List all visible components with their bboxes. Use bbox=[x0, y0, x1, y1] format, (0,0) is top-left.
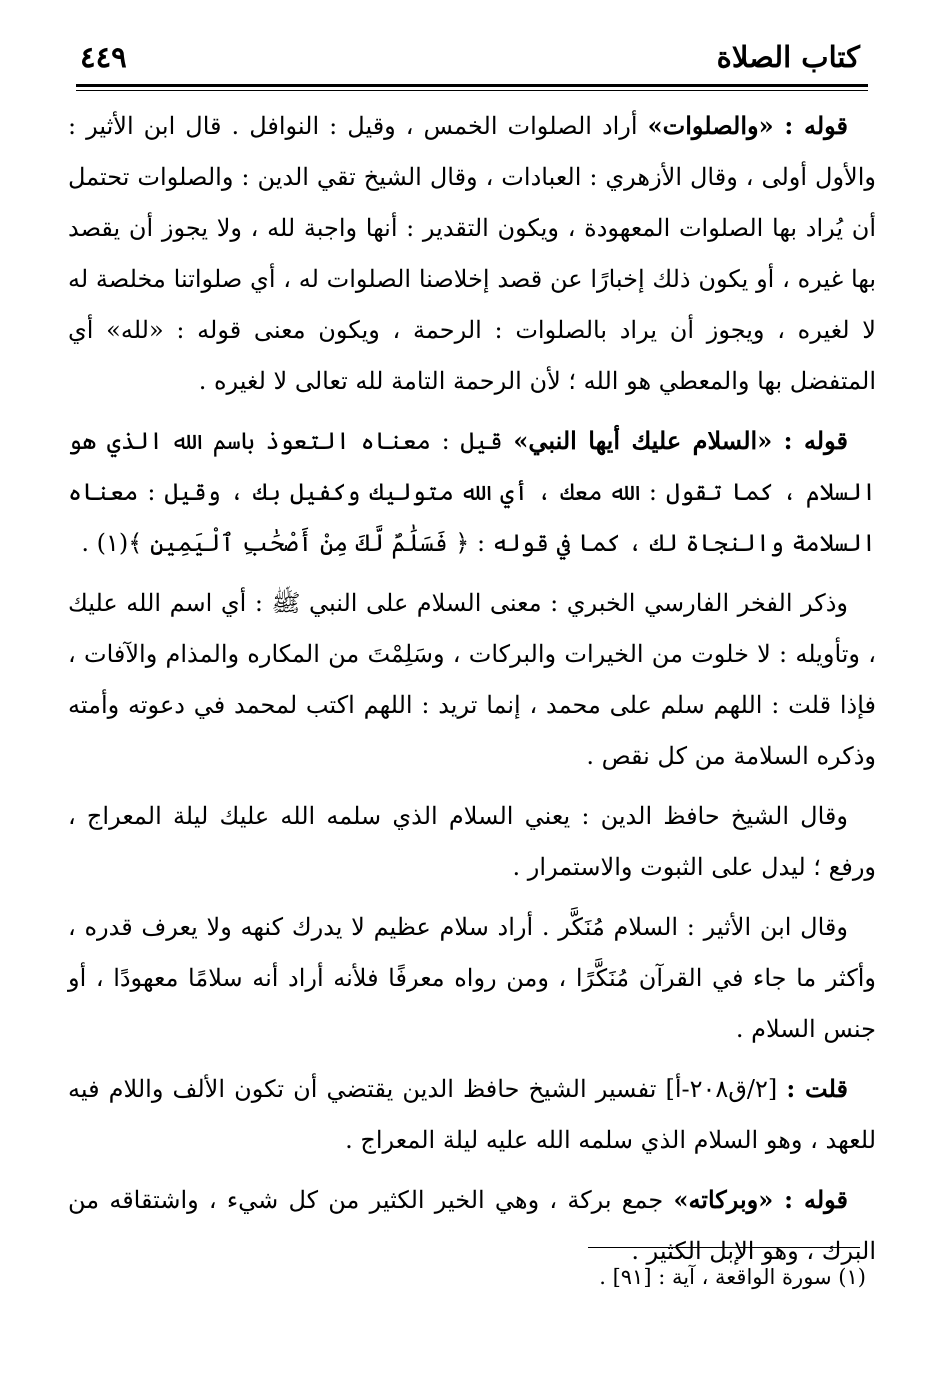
footnote-rule bbox=[588, 1247, 860, 1248]
paragraph bbox=[68, 577, 876, 782]
page-body bbox=[68, 100, 876, 1285]
paragraph-text: وقال ابن الأثير : السلام مُنَكَّر . أراد سلام عظيم لا يدرك كنهه ولا يعرف قدره ، وأكثر ما جاء في القرآن مُنَكَّرًا ، ومن رواه معرفًا فلأنه أراد أنه سلامًا معهودًا ، أو جنس السلام . bbox=[68, 913, 876, 1043]
paragraph-text: أراد الصلوات الخمس ، وقيل : النوافل . قال ابن الأثير : والأول أولى ، وقال الأزهري : العبادات ، وقال الشيخ تقي الدين : والصلوات تحتمل أن يُراد بها الصلوات المعهودة ، ويكون التقدير : أنها واجبة لله ، ولا يجوز أن يقصد بها غيره ، أو يكون ذلك إخبارًا عن قصد إخلاصنا الصلوات له ، أي صلواتنا مخلصة له لا لغيره ، ويجوز أن يراد بالصلوات : الرحمة ، ويكون معنى قوله : «لله» أي المتفضل بها والمعطي هو الله ؛ لأن الرحمة التامة لله تعالى لا لغيره . bbox=[68, 112, 876, 395]
paragraph-text: وذكر الفخر الفارسي الخبري : معنى السلام على النبي ﷺ : أي اسم الله عليك ، وتأويله : لا خلوت من الخيرات والبركات ، وسَلِمْتَ من المكاره والمذام والآفات ، فإذا قلت : اللهم سلم على محمد ، إنما تريد : اللهم اكتب لمحمد في دعوته وأمته وذكره السلامة من كل نقص . bbox=[68, 589, 876, 770]
paragraph-text: وقال الشيخ حافظ الدين : يعني السلام الذي سلمه الله عليك ليلة المعراج ، ورفع ؛ ليدل على الثبوت والاستمرار . bbox=[68, 802, 876, 881]
page-header bbox=[60, 34, 884, 80]
paragraph bbox=[68, 100, 876, 407]
paragraph-text: جمع بركة ، وهي الخير الكثير من كل شيء ، واشتقاقه من البرك ، وهو الإبل الكثير . bbox=[68, 1186, 876, 1265]
chapter-title: كتاب الصلاة bbox=[716, 40, 860, 74]
paragraph-lead: قوله : «والصلوات» bbox=[647, 111, 849, 140]
paragraph-text: قيل : معناه التعوذ باسم الله الذي هو السلام ، كما تقول : الله معك ، أي الله متوليك وكفيل بك ، وقيل : معناه السلامة والنجاة لك ، كما في قوله : ﴿ فَسَلَٰمٌ لَّكَ مِنْ أَصْحَٰبِ ٱلْيَمِينِ ﴾(١) . bbox=[68, 427, 876, 557]
page-number: ٤٤٩ bbox=[80, 40, 127, 74]
paragraph bbox=[68, 1063, 876, 1166]
paragraph-lead: قوله : «السلام عليك أيها النبي» bbox=[513, 426, 848, 455]
paragraph-lead: قوله : «وبركاته» bbox=[673, 1185, 849, 1214]
paragraph bbox=[68, 415, 876, 569]
header-rule-thin bbox=[76, 90, 868, 91]
paragraph bbox=[68, 901, 876, 1055]
paragraph-lead: قلت : bbox=[786, 1074, 848, 1103]
footnote: (١) سورة الواقعة ، آية : [٩١] . bbox=[599, 1265, 866, 1289]
header-rule-thick bbox=[76, 84, 868, 87]
paragraph-text: [٢/ق٢٠٨-أ] تفسير الشيخ حافظ الدين يقتضي أن تكون الألف واللام فيه للعهد ، وهو السلام الذي سلمه الله عليه ليلة المعراج . bbox=[68, 1075, 876, 1154]
paragraph bbox=[68, 790, 876, 893]
